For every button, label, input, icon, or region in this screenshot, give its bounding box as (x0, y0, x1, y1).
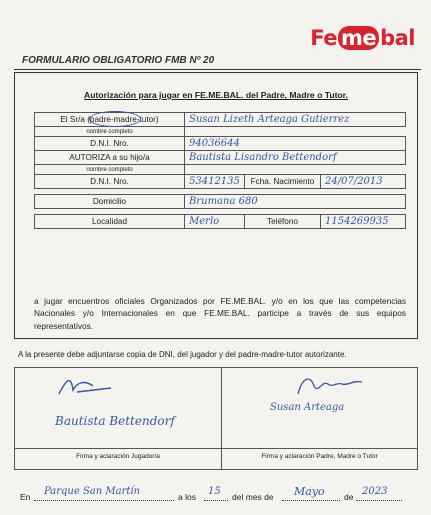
child-name-field[interactable]: Bautista Lisandro Bettendorf (185, 151, 406, 165)
logo-bal: bal (380, 26, 415, 50)
place-dots (34, 500, 174, 501)
child-dni-label: D.N.I. Nro. (35, 175, 185, 189)
city-label: Localidad (35, 215, 185, 229)
logo-fe: Fe (310, 26, 337, 50)
a-los-label: a los (178, 492, 196, 502)
address-label: Domicilio (35, 195, 185, 209)
del-mes-label: del mes de (232, 492, 274, 502)
player-signature-mark (55, 374, 115, 398)
player-signature-caption: Firma y aclaración Jugador/a (76, 453, 160, 460)
en-label: En (20, 492, 31, 502)
tutor-signature-mark (292, 372, 372, 398)
day-field[interactable]: 15 (208, 486, 221, 497)
month-field[interactable]: Mayo (294, 485, 325, 498)
femebal-logo (310, 26, 415, 50)
form-title: FORMULARIO OBLIGATORIO FMB Nº 20 (22, 55, 215, 66)
address-field[interactable]: Brumana 680 (185, 195, 406, 209)
tutor-signature-line (222, 448, 417, 449)
birth-date-label: Fcha. Nacimiento (245, 175, 321, 189)
de-label: de (344, 492, 354, 502)
month-dots (282, 500, 340, 501)
tutor-dni-field[interactable]: 94036644 (185, 137, 406, 151)
phone-field[interactable]: 1154269935 (321, 215, 406, 229)
authorization-title: Autorización para jugar en FE.ME.BAL. del Padre, Madre o Tutor. (84, 90, 348, 100)
tutor-signature-cell[interactable] (222, 368, 417, 469)
attachment-note: A la presente debe adjuntarse copia de DNI, del jugador y del padre-madre-tutor autorizante. (18, 350, 347, 359)
signature-box (14, 367, 418, 470)
phone-label: Teléfono (245, 215, 321, 229)
tutor-name-field[interactable]: Susan Lizeth Arteaga Gutierrez (185, 113, 406, 127)
title-rule (14, 69, 421, 70)
logo-me: me (338, 26, 379, 50)
child-name-sublabel: nombre completo (35, 165, 185, 175)
day-dots (204, 500, 228, 501)
player-signature-line (15, 448, 221, 449)
child-name-label: AUTORIZA a su hijo/a (35, 151, 185, 165)
child-dni-field[interactable]: 53412135 (185, 175, 245, 189)
tutor-dni-label: D.N.I. Nro. (35, 137, 185, 151)
authorization-paragraph: a jugar encuentros oficiales Organizados por FE.ME.BAL. y/o en los que las competencias Nacionales y/o Internacionales en que FE.ME.BAL. participe a través de sus equipos representativos. (34, 296, 406, 331)
authorization-box (14, 72, 418, 339)
tutor-signature-caption: Firma y aclaración Padre, Madre o Tutor (261, 453, 378, 460)
tutor-circle-mark (89, 111, 141, 127)
year-field[interactable]: 2023 (362, 486, 388, 497)
authorization-table (34, 112, 406, 229)
player-signature-cell[interactable] (15, 368, 222, 469)
blank-cell (185, 165, 406, 175)
tutor-signature-name: Susan Arteaga (270, 402, 345, 413)
place-field[interactable]: Parque San Martín (44, 486, 141, 497)
player-signature-name: Bautista Bettendorf (55, 414, 175, 428)
blank-cell (185, 127, 406, 137)
date-place-line (20, 485, 410, 506)
birth-date-field[interactable]: 24/07/2013 (321, 175, 406, 189)
city-field[interactable]: Merlo (185, 215, 245, 229)
year-dots (356, 500, 402, 501)
tutor-name-label: El Sr/a (padre-madre-tutor) (35, 113, 185, 127)
tutor-name-sublabel: nombre completo (35, 127, 185, 137)
